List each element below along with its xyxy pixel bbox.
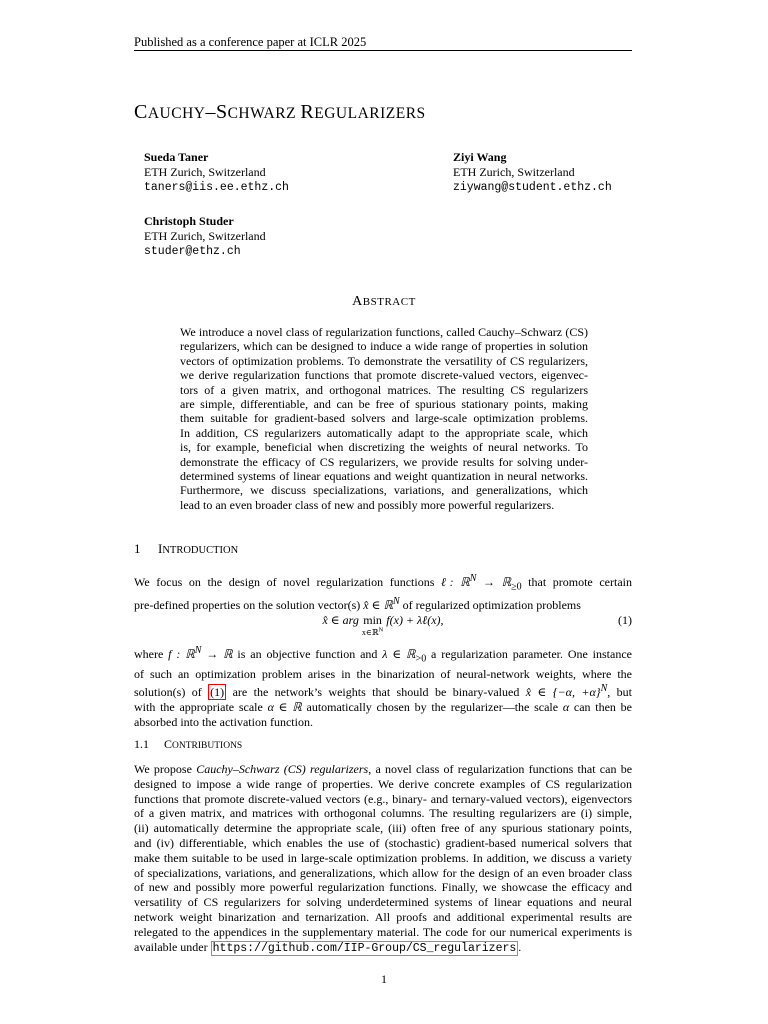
- author-block-2: [453, 150, 612, 195]
- author-email[interactable]: ziywang@student.ethz.ch: [453, 181, 612, 194]
- author-email[interactable]: studer@ethz.ch: [144, 245, 241, 258]
- equation-1: x̂ ∈ arg min $^{x\in ℝ^N}$ f(x) + λℓ(x), (1): [322, 613, 632, 637]
- abstract-line: are simple, differentiable, and can be free of spurious stationary points, making: [180, 397, 588, 412]
- code-repository-link[interactable]: https://github.com/IIP-Group/CS_regularizers: [212, 941, 517, 955]
- author-name: Christoph Studer: [144, 214, 234, 228]
- author-affiliation: ETH Zurich, Switzerland: [453, 165, 575, 179]
- subsection-heading-contributions: 1.1 CONTRIBUTIONS: [134, 737, 243, 751]
- abstract-heading: ABSTRACT: [352, 294, 416, 309]
- intro-paragraph-1: We focus on the design of novel regularization functions ℓ: ℝ$^N$ → ℝ$_{\ge 0}$ that promote certain pre-defined properties on the solution vector(s) x̂ ∈ ℝ$^N$ of regularized optimization problems: [134, 573, 632, 613]
- section-heading-introduction: 1 INTRODUCTION: [134, 541, 239, 556]
- abstract-line: demonstrate the efficacy of CS regularizers, we provide results for solving under-: [180, 454, 588, 469]
- paper-title: CAUCHY–SCHWARZ REGULARIZERS: [134, 101, 426, 123]
- author-affiliation: ETH Zurich, Switzerland: [144, 165, 266, 179]
- author-name: Ziyi Wang: [453, 150, 507, 164]
- author-name: Sueda Taner: [144, 150, 209, 164]
- author-block-1: [144, 150, 289, 195]
- abstract-line: determined systems of linear equations and weight quantization in neural networks.: [180, 469, 588, 484]
- abstract-body: [180, 325, 588, 512]
- abstract-line: lead to an even broader class of new and possibly more powerful regularizers.: [180, 497, 555, 512]
- abstract-line: tors of a given matrix, and orthogonal matrices. The resulting CS regularizers: [180, 382, 588, 397]
- abstract-line: Furthermore, we discuss specializations, variations, and generalizations, which: [180, 483, 588, 498]
- contributions-paragraph: We propose Cauchy–Schwarz (CS) regularizers, a novel class of regularization functions that can be designed to impose a wide range of properties. We derive concrete examples of CS regularization functions that promote discrete-valued vectors (e.g., binary- and ternary-valued vectors), eigenvectors of a given matrix, and matrices with orthogonal columns. The resulting regularizers are (i) simple, (ii) automatically determine the appropriate scale, (iii) often free of any spurious stationary points, and (iv) differentiable, which enables the use of (stochastic) gradient-based numerical solvers that make them suitable to be used in large-scale optimization problems. In addition, we discuss a variety of specializations, variations, and generalizations, which allow for the design of an even broader class of new and possibly more powerful regularization functions. Finally, we showcase the efficacy and versatility of CS regularizers for solving underdetermined systems of linear equations and neural network weight binarization and ternarization. All proofs and additional experimental results are relegated to the appendices in the supplementary material. The code for our numerical experiments is available under https://github.com/IIP-Group/CS_regularizers .: [134, 762, 633, 955]
- header-rule: [134, 50, 632, 51]
- equation-number: (1): [618, 613, 632, 627]
- author-block-3: [144, 214, 266, 259]
- abstract-line: is, for example, beneficial when discretizing the weights of neural networks. To: [180, 440, 588, 455]
- abstract-line: We introduce a novel class of regularization functions, called Cauchy–Schwarz (CS): [180, 325, 588, 339]
- equation-reference-link[interactable]: (1): [210, 684, 225, 699]
- author-email[interactable]: taners@iis.ee.ethz.ch: [144, 181, 289, 194]
- abstract-line: In addition, CS regularizers automatically adapt to the appropriate scale, which: [180, 425, 588, 440]
- author-affiliation: ETH Zurich, Switzerland: [144, 229, 266, 243]
- page-number: 1: [381, 972, 387, 986]
- intro-paragraph-2: where f : ℝ$^N$ → ℝ is an objective function and λ ∈ ℝ$_{>0}$ a regularization parameter. One instance of such an optimization problem arises in the binarization of neural-network weights, where the solution(s) of (1) are the network’s weights that should be binary-valued x̂ ∈ {−α, +α}$^N$, but with the appropriate scale α ∈ ℝ automatically chosen by the regularizer—the scale α can then be absorbed into the activation function.: [134, 645, 632, 729]
- abstract-line: we derive regularization functions that promote discrete-valued vectors, eigenvec-: [180, 368, 588, 383]
- abstract-line: them suitable for gradient-based solvers and large-scale optimization problems.: [180, 411, 588, 426]
- running-header: Published as a conference paper at ICLR 2025: [134, 35, 367, 49]
- abstract-line: vectors of optimization problems. To demonstrate the versatility of CS regularizers,: [180, 353, 588, 368]
- abstract-line: regularizers, which can be designed to induce a wide range of properties in solution: [180, 339, 588, 354]
